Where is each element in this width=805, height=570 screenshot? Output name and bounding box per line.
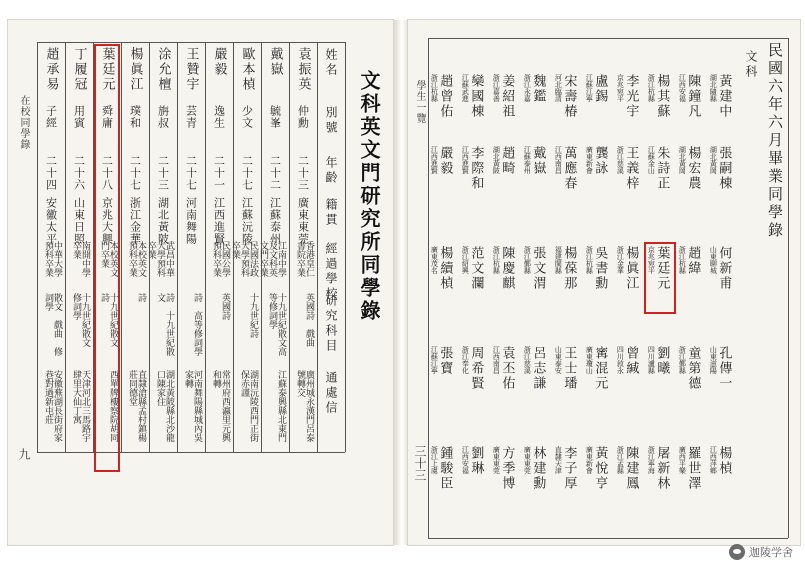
table-cell-subjects: 十九世紀散文高等修詞學 [267,293,286,356]
list-item [585,74,606,104]
right-margin-title: 學生一覽 [414,80,425,124]
left-page-number: 九 [17,448,31,460]
left-page-title: 文科英文門研究所同學錄 [357,70,381,323]
graduate-name: 陳慶麒 [499,246,515,291]
table-cell-address: 直隸滄縣孟村鎮楊莊同德堂 [127,370,146,442]
highlight-box [94,44,120,472]
graduate-name: 袁丕佑 [499,346,515,391]
header-cell: 籍貫 [324,198,338,228]
graduate-place: 浙江杭縣 [492,246,501,274]
table-cell-subjects: 英國詩 [220,293,230,320]
list-item [461,446,482,476]
graduate-place: 江蘇武進 [461,74,470,102]
graduate-name: 寗混元 [592,346,608,391]
table-cell-name: 涂允檀 [155,47,171,92]
graduate-name: 屠新林 [654,446,670,491]
graduate-name: 楊葆那 [561,246,577,291]
graduate-name: 欒國棟 [468,74,484,119]
list-item [678,74,699,119]
list-item [430,74,451,119]
list-item [585,246,606,291]
table-cell-native: 京兆大興 [100,197,114,245]
table-cell-school: 民國公學預科卒業 [211,241,230,277]
table-cell-address: 安徽蕪湖長街府家巷對過新屯莊 [43,370,62,442]
graduate-name: 龔詠 [592,146,608,176]
book-spine [393,20,408,545]
table-cell-school: 香港皇仁書院卒業 [295,241,314,277]
graduate-place: 江西安福 [678,74,687,102]
graduate-place: 浙江奉化 [461,346,470,374]
graduate-name: 楊眞江 [623,246,639,291]
table-cell-name: 歐本楨 [239,47,255,92]
graduate-place: 廣東茂名 [430,246,439,274]
graduate-place: 山東聊城 [709,246,718,274]
table-cell-alias: 用賓 [72,105,86,129]
list-item [616,346,637,376]
watermark-text: 迦陵学舍 [749,546,793,559]
graduate-name: 張寶 [437,346,453,376]
table-cell-school: 武昌中華大學預科卒業 [146,241,174,277]
graduate-name: 羅世澤 [685,446,701,491]
table-cell-subjects: 十九世紀散文 修詞學 [71,293,90,356]
graduate-place: 江西進賢 [430,146,439,174]
graduate-name: 周希賢 [468,346,484,391]
table-cell-name: 嚴毅 [211,47,227,77]
header-cell: 通處信 [324,371,338,416]
left-margin-title: 在校同學錄 [18,95,29,150]
graduate-place: 湖北黃岡 [709,146,718,174]
graduate-name: 劉琳 [468,446,484,476]
table-cell-age: 二十三 [156,155,170,191]
list-item [585,446,606,491]
list-item [554,346,575,391]
graduate-name: 楊其蘇 [654,74,670,119]
graduate-place: 浙江慈溪 [616,146,625,174]
table-cell-alias: 旃叔 [156,105,170,129]
list-item [430,146,451,176]
list-item [461,74,482,119]
graduate-name: 王士璠 [561,346,577,391]
right-page [408,20,800,545]
table-cell-age: 二十一 [212,155,226,191]
graduate-name: 萬應春 [561,146,577,191]
table-cell-alias: 芸青 [184,105,198,129]
graduate-name: 王義梓 [623,146,639,191]
right-page-title: 民國六年六月畢業同學錄 [766,42,784,240]
list-item [492,446,513,491]
list-item [678,346,699,391]
list-item [647,146,668,191]
table-cell-native: 江蘇沅陵 [240,197,254,245]
table-cell-address: 湖南沅陵西門正街保赤謹 [239,370,258,442]
graduate-name: 何新甫 [716,246,732,291]
table-cell-subjects: 散文 戲曲 修詞學 [43,293,62,356]
table-cell-age: 二十八 [100,155,114,191]
watermark [729,544,793,560]
list-item [647,346,668,376]
list-item [492,146,513,176]
section-label: 文科 [744,50,758,80]
graduate-place: 浙江鄞縣 [523,246,532,274]
list-item [647,74,668,119]
graduate-place: 江西進賢 [461,146,470,174]
table-cell-native: 江西進賢 [212,197,226,245]
header-cell: 姓名 [324,48,338,78]
graduate-place: 直隸天津 [554,446,563,474]
graduate-place: 江西南昌 [554,146,563,174]
graduate-name: 楊續楨 [437,246,453,291]
right-page-number: 三十三 [413,445,427,481]
graduate-name: 范文瀾 [468,246,484,291]
graduate-place: 浙江慈溪 [523,346,532,374]
table-cell-address: 江蘇泰興縣北東門 [276,370,286,442]
graduate-place: 廣東新會 [585,446,594,474]
graduate-name: 盧錫 [592,74,608,104]
graduate-place: 江蘇泰州 [523,146,532,174]
list-item [461,246,482,291]
graduate-place: 山東泰安 [554,346,563,374]
table-cell-school: 本校英文預科卒業 [127,241,146,277]
graduate-place: 福建閩縣 [554,246,563,274]
list-item [492,246,513,291]
table-cell-age: 二十二 [268,155,282,191]
table-cell-name: 楊眞江 [127,47,143,92]
list-item [709,74,730,119]
graduate-place: 京兆宛平 [647,246,656,274]
graduate-name: 陳建鳳 [623,446,639,491]
list-item [647,446,668,491]
list-item [461,146,482,191]
list-item [523,146,544,176]
table-cell-address: 常州府西瀛里元興和轉 [211,370,230,442]
graduate-place: 江西南昌 [492,346,501,374]
graduate-name: 趙畸 [499,146,515,176]
graduate-place: 河北臨清 [554,74,563,102]
table-cell-name: 葉廷元 [99,47,115,92]
wechat-icon [729,544,745,560]
table-cell-subjects: 詩 十九世紀散文 [155,293,174,356]
table-cell-address: 河南舞陽縣城內吳家轉 [183,370,202,442]
graduate-name: 呂志謙 [530,346,546,391]
list-item [492,74,513,119]
table-cell-address: 天津河北三馬路宇肆里大仙丁寓 [71,370,90,442]
header-cell: 年齡 [324,156,338,186]
list-item [709,446,730,476]
graduate-name: 嚴毅 [437,146,453,176]
table-cell-alias: 舜庸 [100,105,114,129]
graduate-place: 浙江上虞 [430,446,439,474]
list-item [678,246,699,276]
table-cell-school: 中華大學預科卒業 [43,241,62,277]
graduate-place: 廣西平樂 [678,446,687,474]
graduate-place: 江蘇金山 [647,146,656,174]
graduate-place: 江蘇江寧 [430,346,439,374]
graduate-name: 林建勳 [530,446,546,491]
list-item [616,146,637,191]
table-cell-school: 本校英文門卒業 [99,241,118,277]
list-item [523,74,544,104]
table-cell-name: 袁振英 [295,47,311,92]
graduate-name: 黃悅亨 [592,446,608,491]
graduate-name: 魏鑑 [530,74,546,104]
header-cell: 別號 [324,106,338,136]
graduate-place: 浙江寧海 [647,446,656,474]
table-cell-alias: 璞和 [128,105,142,129]
list-item [554,146,575,191]
graduate-place: 浙江杭縣 [430,74,439,102]
graduate-name: 張嗣棟 [716,146,732,191]
table-cell-address: 廣州城永漢門呂泰號轉交 [295,370,314,442]
table-cell-name: 丁履冠 [71,47,87,92]
table-cell-subjects: 詩 [136,293,146,302]
graduate-place: 浙江嘉善 [492,74,501,102]
graduate-place: 江西安福 [461,446,470,474]
table-cell-subjects: 十九世紀詩 [248,293,258,338]
graduate-name: 劉曦 [654,346,670,376]
list-item [585,146,606,176]
graduate-place: 京兆宛平 [616,74,625,102]
graduate-name: 李光宇 [623,74,639,119]
graduate-place: 浙江杭縣 [678,246,687,274]
list-item [523,346,544,391]
graduate-name: 陳鐘凡 [685,74,701,119]
graduate-name: 戴嶽 [530,146,546,176]
highlight-box [644,242,676,314]
graduate-name: 趙曾佑 [437,74,453,119]
graduate-name: 趙緯 [685,246,701,276]
graduate-place: 江蘇江寧 [585,74,594,102]
list-item [709,346,730,391]
graduate-place: 廣東新會 [585,146,594,174]
table-cell-age: 二十七 [128,155,142,191]
graduate-place: 四川瀘縣 [647,346,656,374]
graduate-place: 四川敘永 [616,346,625,374]
table-cell-alias: 子經 [44,105,58,129]
table-cell-name: 趙承易 [43,47,59,92]
table-cell-alias: 毓峯 [268,105,282,129]
list-item [492,346,513,391]
list-item [430,446,451,491]
list-item [430,346,451,376]
graduate-name: 孔傳一 [716,346,732,391]
table-cell-subjects: 英國詩 戲曲 [304,293,314,347]
table-cell-school: 民國法政大學預科卒業 [230,241,258,277]
list-item [678,446,699,491]
graduate-place: 浙江鄞縣 [678,346,687,374]
table-cell-name: 王贊宇 [183,47,199,92]
graduate-name: 葉廷元 [654,246,670,291]
graduate-place: 湖北黃岡 [678,146,687,174]
list-item [554,74,575,119]
list-item [616,74,637,119]
list-item [554,446,575,491]
table-cell-native: 湖北黃陂 [156,197,170,245]
graduate-name: 李際和 [468,146,484,191]
table-cell-school [181,241,201,285]
table-cell-age: 二十六 [72,155,86,191]
table-cell-native: 江蘇泰州 [268,197,282,245]
graduate-name: 黃建中 [716,74,732,119]
table-cell-age: 二十七 [240,155,254,191]
list-item [554,246,575,291]
graduate-name: 曾緘 [623,346,639,376]
table-cell-alias: 仲勳 [296,105,310,129]
table-cell-subjects: 詩 高等修詞學 [192,293,202,356]
table-cell-native: 安徽太平 [44,197,58,245]
graduate-place: 浙江杭縣 [585,246,594,274]
list-item [461,346,482,391]
table-cell-age: 二十三 [296,155,310,191]
graduate-place: 廣東瓊山 [585,346,594,374]
graduate-name: 宋壽椿 [561,74,577,119]
graduate-name: 方季博 [499,446,515,491]
table-cell-address: 湖北黃陂縣北沙龍口陳家住 [155,370,174,442]
graduate-place: 浙江紹興 [461,246,470,274]
left-page [8,20,393,545]
table-cell-native: 山東日照 [72,197,86,245]
graduate-place: 浙江金華 [616,246,625,274]
graduate-place: 廣東東莞 [523,446,532,474]
list-item [678,146,699,191]
list-item [523,446,544,491]
graduate-name: 楊楨 [716,446,732,476]
graduate-name: 張文渭 [530,246,546,291]
table-cell-address: 西單牌樓察院胡同 [108,370,118,442]
table-cell-alias: 少文 [240,105,254,129]
graduate-name: 朱詩正 [654,146,670,191]
graduate-name: 鍾駿臣 [437,446,453,491]
graduate-place: 浙江孟縣 [616,446,625,474]
graduate-place: 湖北隨縣 [709,74,718,102]
graduate-place: 湖北黃陂 [492,146,501,174]
graduate-place: 浙江杭縣 [647,74,656,102]
graduate-name: 李子厚 [561,446,577,491]
graduate-name: 吳書勳 [592,246,608,291]
list-item [523,246,544,291]
graduate-name: 楊宏農 [685,146,701,191]
table-cell-native: 浙江金華 [128,197,142,245]
list-item [709,246,730,291]
graduate-place: 江西萍鄉 [709,446,718,474]
list-item [709,146,730,191]
graduate-name: 姜紹祖 [499,74,515,119]
list-item [616,446,637,491]
table-cell-age: 二十七 [184,155,198,191]
graduate-name: 童第德 [685,346,701,391]
table-cell-school: 江南中學及文科英文門卒業 [258,241,286,277]
table-cell-subjects: 十九世紀散文 詩 [99,293,118,356]
list-item [585,346,606,391]
table-cell-age: 二十四 [44,155,58,191]
header-cell: 研究科目 [324,294,338,354]
table-cell-native: 廣東東莞 [296,197,310,245]
header-cell: 經過學校 [324,242,338,302]
table-cell-name: 戴嶽 [267,47,283,77]
graduate-place: 山東滋陽 [709,346,718,374]
table-cell-school: 南開中學卒業 [71,241,90,277]
table-cell-alias: 逸生 [212,105,226,129]
table-cell-native: 河南舞陽 [184,197,198,245]
list-item [616,246,637,291]
graduate-place: 浙江永嘉 [523,74,532,102]
graduate-place: 廣東東莞 [492,446,501,474]
list-item [430,246,451,291]
